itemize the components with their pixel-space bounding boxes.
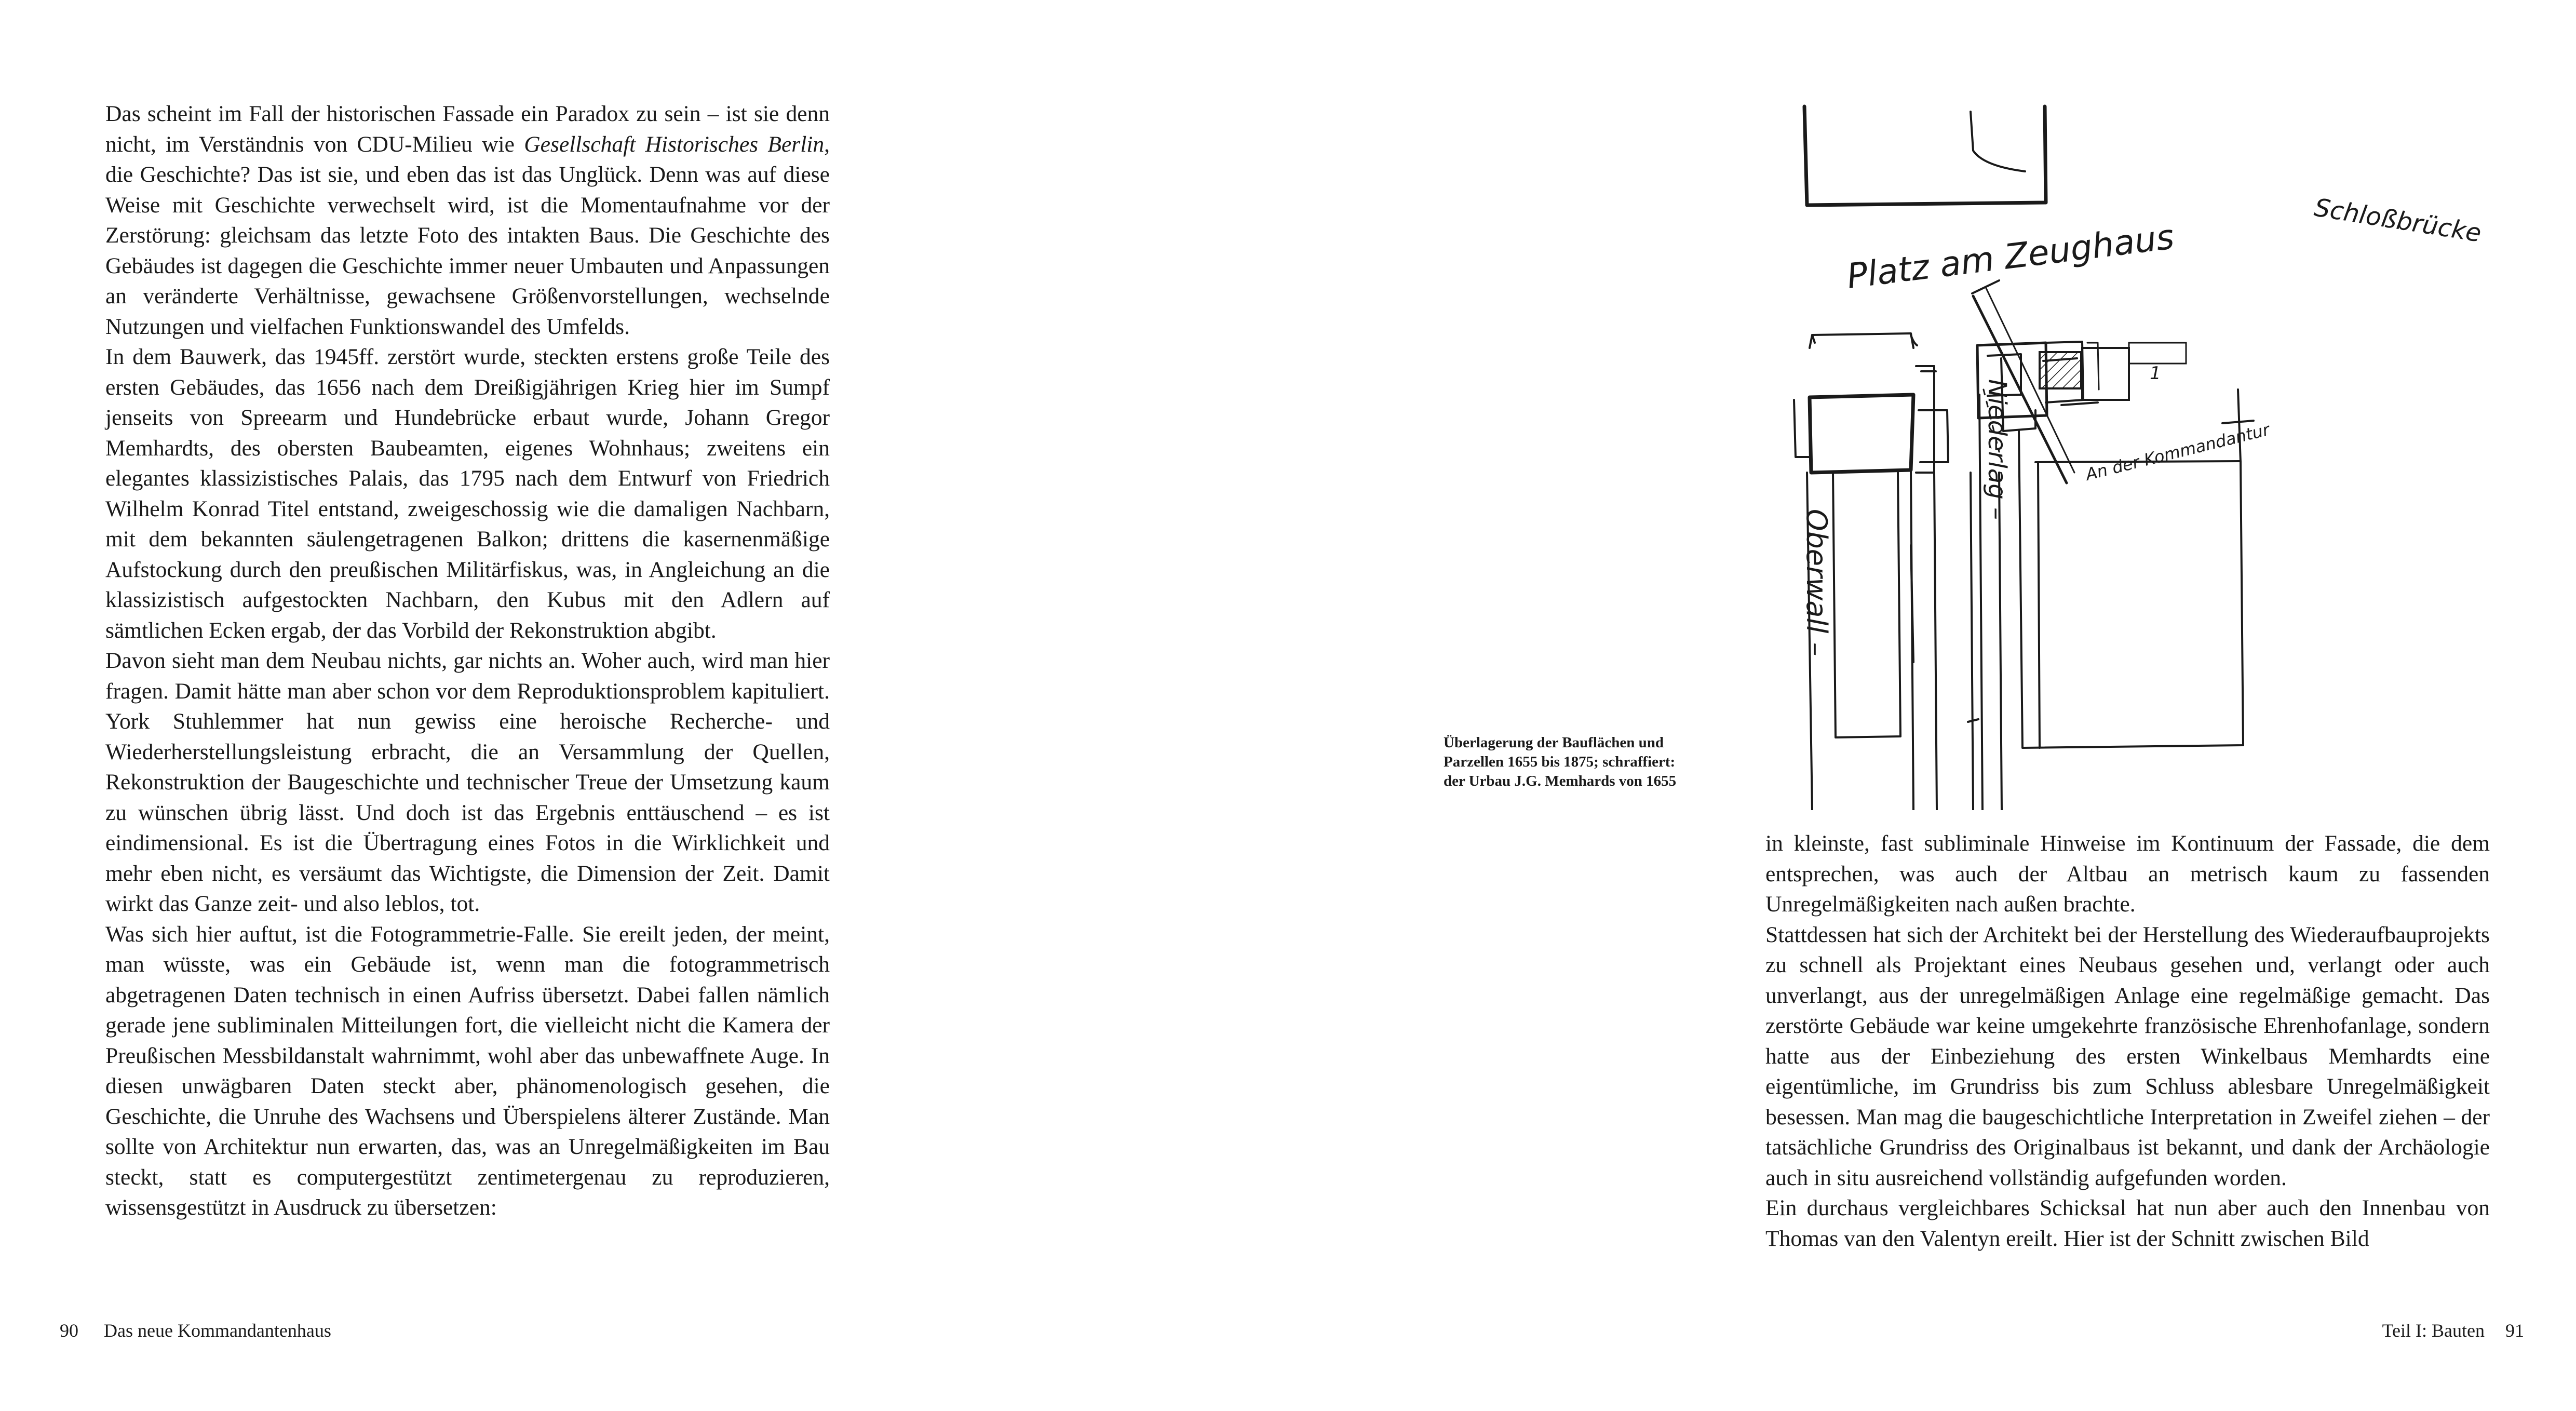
paragraph: Ein durchaus vergleichbares Schicksal hat nun aber auch den Innenbau von Thomas van den Valentyn ereilt. Hier ist der Schnitt zwischen Bild	[1765, 1195, 2490, 1251]
paragraph	[105, 99, 830, 342]
label-schlossbruecke: Schloßbrücke	[2312, 193, 2484, 248]
paragraph-text: Das scheint im Fall der historischen Fassade ein Paradox zu sein – ist sie denn nicht, im Verständnis von CDU-Milieu wie	[105, 101, 830, 157]
paragraph: Davon sieht man dem Neubau nichts, gar nichts an. Woher auch, wird man hier fragen. Damit hätte man aber schon vor dem Reproduktionsproblem kapituliert. York Stuhlemmer hat nun gewiss eine heroische Recherche- und Wiederherstellungsleistung erbracht, die an Versammlung der Quellen, Rekonstruktion der Baugeschichte und technischer Treue der Umsetzung kaum zu wünschen übrig lässt. Und doch ist das Ergebnis enttäuschend – es ist eindimensional. Es ist die Übertragung eines Fotos in die Wirklichkeit und mehr eben nicht, es versäumt das Wichtigste, die Dimension der Zeit. Damit wirkt das Ganze zeit- und also leblos, tot.	[105, 648, 830, 916]
paragraph: In dem Bauwerk, das 1945ff. zerstört wurde, steckten erstens große Teile des ersten Gebäudes, das 1656 nach dem Dreißigjährigen Krieg hier im Sumpf jenseits von Spreearm und Hundebrücke erbaut wurde, Johann Gregor Memhardts, des obersten Baubeamten, eigenes Wohnhaus; zweitens ein elegantes klassizistisches Palais, das 1795 nach dem Entwurf von Friedrich Wilhelm Konrad Titel entstand, zweigeschossig wie die damaligen Nachbarn, mit dem bekannten säulengetragenen Balkon; drittens die kasernenmäßige Aufstockung durch den preußischen Militärfiskus, was, in Angleichung an die klassizistisch aufgestockten Nachbarn, den Kubus mit den Adlern auf sämtlichen Ecken ergab, der das Vorbild der Rekonstruktion abgibt.	[105, 344, 830, 643]
running-head: Das neue Kommandantenhaus	[104, 1320, 331, 1341]
right-text-column	[1765, 828, 2490, 1254]
right-page	[1288, 0, 2576, 1411]
paragraph-text: , die Geschichte? Das ist sie, und eben das ist das Unglück. Denn was auf diese Weise mit Geschichte verwechselt wird, ist die Momentaufnahme vor der Zerstörung: gleichsam das letzte Foto des intakten Baus. Die Geschichte des Gebäudes ist dagegen die Geschichte immer neuer Umbauten und Anpassungen an veränderte Verhältnisse, gewachsene Größenvorstellungen, wechselnde Nutzungen und vielfachen Funktionswandel des Umfelds.	[105, 131, 830, 339]
left-text-column	[105, 99, 830, 1223]
label-oberwall: Oberwall –	[1800, 509, 1833, 656]
paragraph: Stattdessen hat sich der Architekt bei der Herstellung des Wiederaufbauprojekts zu schnell als Projektant eines Neubaus gesehen und, verlangt oder auch unverlangt, aus der unregelmäßigen Anlage eine regelmäßige gemacht. Das zerstörte Gebäude war keine umgekehrte französische Ehrenhofanlage, sondern hatte aus der Einbeziehung des ersten Winkelbaus Memhardts eine eigentümliche, im Grundriss bis zum Schluss ablesbare Unregelmäßigkeit besessen. Man mag die baugeschichtliche Interpretation in Zweifel ziehen – der tatsächliche Grundriss des Originalbaus ist bekannt, und dank der Archäologie auch in situ ausreichend vollständig aufgefunden worden.	[1765, 922, 2490, 1190]
label-platz: Platz am Zeughaus	[1844, 217, 2177, 297]
page-number: 90	[60, 1320, 78, 1341]
figure-caption	[1444, 733, 1714, 791]
paragraph: Was sich hier auftut, ist die Fotogrammetrie-Falle. Sie ereilt jeden, der meint, man wüsste, was ein Gebäude ist, wenn man die fotogrammetrisch abgetragenen Daten technisch in einen Aufriss übersetzt. Dabei fallen nämlich gerade jene subliminalen Mitteilungen fort, die vielleicht nicht die Kamera der Preußischen Messbildanstalt wahrnimmt, wohl aber das unbewaffnete Auge. In diesen unwägbaren Daten steckt aber, phänomenologisch gesehen, die Geschichte, die Unruhe des Wachsens und Überspielens älterer Zustände. Man sollte von Architektur nun erwarten, das, was an Unregelmäßigkeiten im Bau steckt, statt es computergestützt zentimetergenau zu reproduzieren, wissensgestützt in Ausdruck zu übersetzen:	[105, 921, 830, 1220]
page-number: 91	[2505, 1320, 2524, 1341]
paragraph: in kleinste, fast subliminale Hinweise im Kontinuum der Fassade, die dem entsprechen, was auch der Altbau an metrisch kaum zu fassenden Unregelmäßigkeiten nach außen brachte.	[1765, 831, 2490, 917]
site-plan-drawing	[1755, 99, 2508, 810]
site-plan-sketch	[1755, 99, 2508, 810]
caption-line: Parzellen 1655 bis 1875; schraffiert:	[1444, 754, 1676, 770]
label-number: 1	[2150, 363, 2161, 384]
label-kommandantur: An der Kommandantur	[2083, 419, 2272, 485]
caption-line: Überlagerung der Bauflächen und	[1444, 734, 1664, 751]
italic-title: Gesellschaft Historisches Berlin	[524, 131, 825, 157]
label-niederlag: Niederlag –	[1982, 379, 2012, 520]
caption-line: der Urbau J.G. Memhards von 1655	[1444, 773, 1677, 789]
running-head: Teil I: Bauten	[2382, 1320, 2485, 1341]
